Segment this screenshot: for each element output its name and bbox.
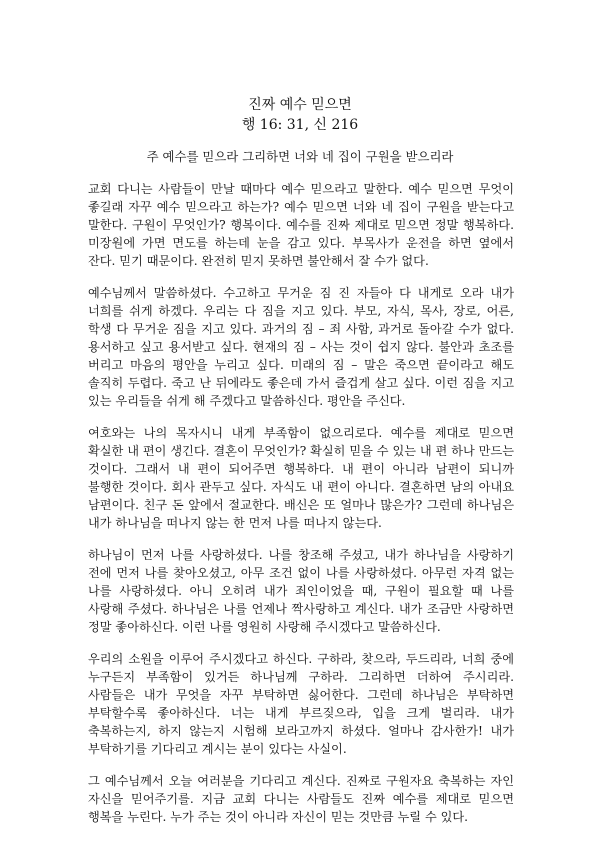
paragraph-3: 여호와는 나의 목자시니 내게 부족함이 없으리로다. 예수를 제대로 믿으면 확실한 내 편이 생긴다. 결혼이 무엇인가? 확실히 믿을 수 있는 내 편 하나 만드는 것이다. 그래서 내 편이 되어주면 행복하다. 내 편이 아니라 남편이 되니까 불행한 것이다. 회사 관두고 싶다. 자식도 내 편이 아니다. 결혼하면 남의 아내요 남편이다. 친구 돈 앞에서 절교한다. 배신은 또 얼마나 많은가? 그런데 하나님은 내가 하나님을 떠나지 않는 한 먼저 나를 떠나지 않는다.: [88, 426, 514, 530]
sermon-body: [88, 180, 514, 840]
paragraph-1: 교회 다니는 사람들이 만날 때마다 예수 믿으라고 말한다. 예수 믿으면 무엇이 좋길래 자꾸 예수 믿으라고 하는가? 예수 믿으면 너와 네 집이 구원을 받는다고 말한다. 구원이 무엇인가? 행복이다. 예수를 진짜 제대로 믿으면 정말 행복하다. 미장원에 가면 면도를 하는데 눈을 감고 있다. 부목사가 운전을 하면 옆에서 잔다. 믿기 때문이다. 완전히 믿지 못하면 불안해서 잘 수가 없다.: [88, 182, 514, 268]
scripture-reference: 행 16: 31, 신 216: [241, 117, 359, 133]
paragraph-4: 하나님이 먼저 나를 사랑하셨다. 나를 창조해 주셨고, 내가 하나님을 사랑하기 전에 먼저 나를 찾아오셨고, 아무 조건 없이 나를 사랑하셨다. 아무런 자격 없는 나를 사랑하셨다. 아니 오히려 내가 죄인이었을 때, 구원이 필요할 때 나를 사랑해 주셨다. 하나님은 나를 언제나 짝사랑하고 계신다. 내가 조금만 사랑하면 정말 좋아하신다. 이런 나를 영원히 사랑해 주시겠다고 말씀하신다.: [88, 548, 514, 634]
key-verse: 주 예수를 믿으라 그리하면 너와 네 집이 구원을 받으리라: [146, 149, 454, 164]
paragraph-2: 예수님께서 말씀하셨다. 수고하고 무거운 짐 진 자들아 다 내게로 오라 내가 너희를 쉬게 하겠다. 우리는 다 짐을 지고 있다. 부모, 자식, 목사, 장로, 어른, 학생 다 무거운 짐을 지고 있다. 과거의 짐 – 죄 사함, 과거로 돌아갈 수가 없다. 용서하고 싶고 용서받고 싶다. 현재의 짐 – 사는 것이 쉽지 않다. 불안과 초조를 버리고 마음의 평안을 누리고 싶다. 미래의 짐 – 말은 죽으면 끝이라고 해도 솔직히 두렵다. 죽고 난 뒤에라도 좋은데 가서 즐겁게 살고 싶다. 이런 짐을 지고 있는 우리들을 쉬게 해 주겠다고 말씀하신다. 평안을 주신다.: [88, 286, 514, 408]
sermon-title: 진짜 예수 믿으면: [248, 97, 352, 113]
paragraph-5: 우리의 소원을 이루어 주시겠다고 하신다. 구하라, 찾으라, 두드리라, 너희 중에 누구든지 부족함이 있거든 하나님께 구하라. 그리하면 더하여 주시리라. 사람들은 내가 무엇을 자꾸 부탁하면 싫어한다. 그런데 하나님은 부탁하면 부탁할수록 좋아하신다. 너는 내게 부르짖으라, 입을 크게 벌리라. 내가 축복하는지, 하지 않는지 시험해 보라고까지 하셨다. 얼마나 감사한가! 내가 부탁하기를 기다리고 계시는 분이 있다는 사실이.: [88, 652, 514, 756]
paragraph-6: 그 예수님께서 오늘 여러분을 기다리고 계신다. 진짜로 구원자요 축복하는 자인 자신을 믿어주기를. 지금 교회 다니는 사람들도 진짜 예수를 제대로 믿으면 행복을 누린다. 누가 주는 것이 아니라 자신이 믿는 것만큼 누릴 수 있다.: [88, 774, 514, 824]
